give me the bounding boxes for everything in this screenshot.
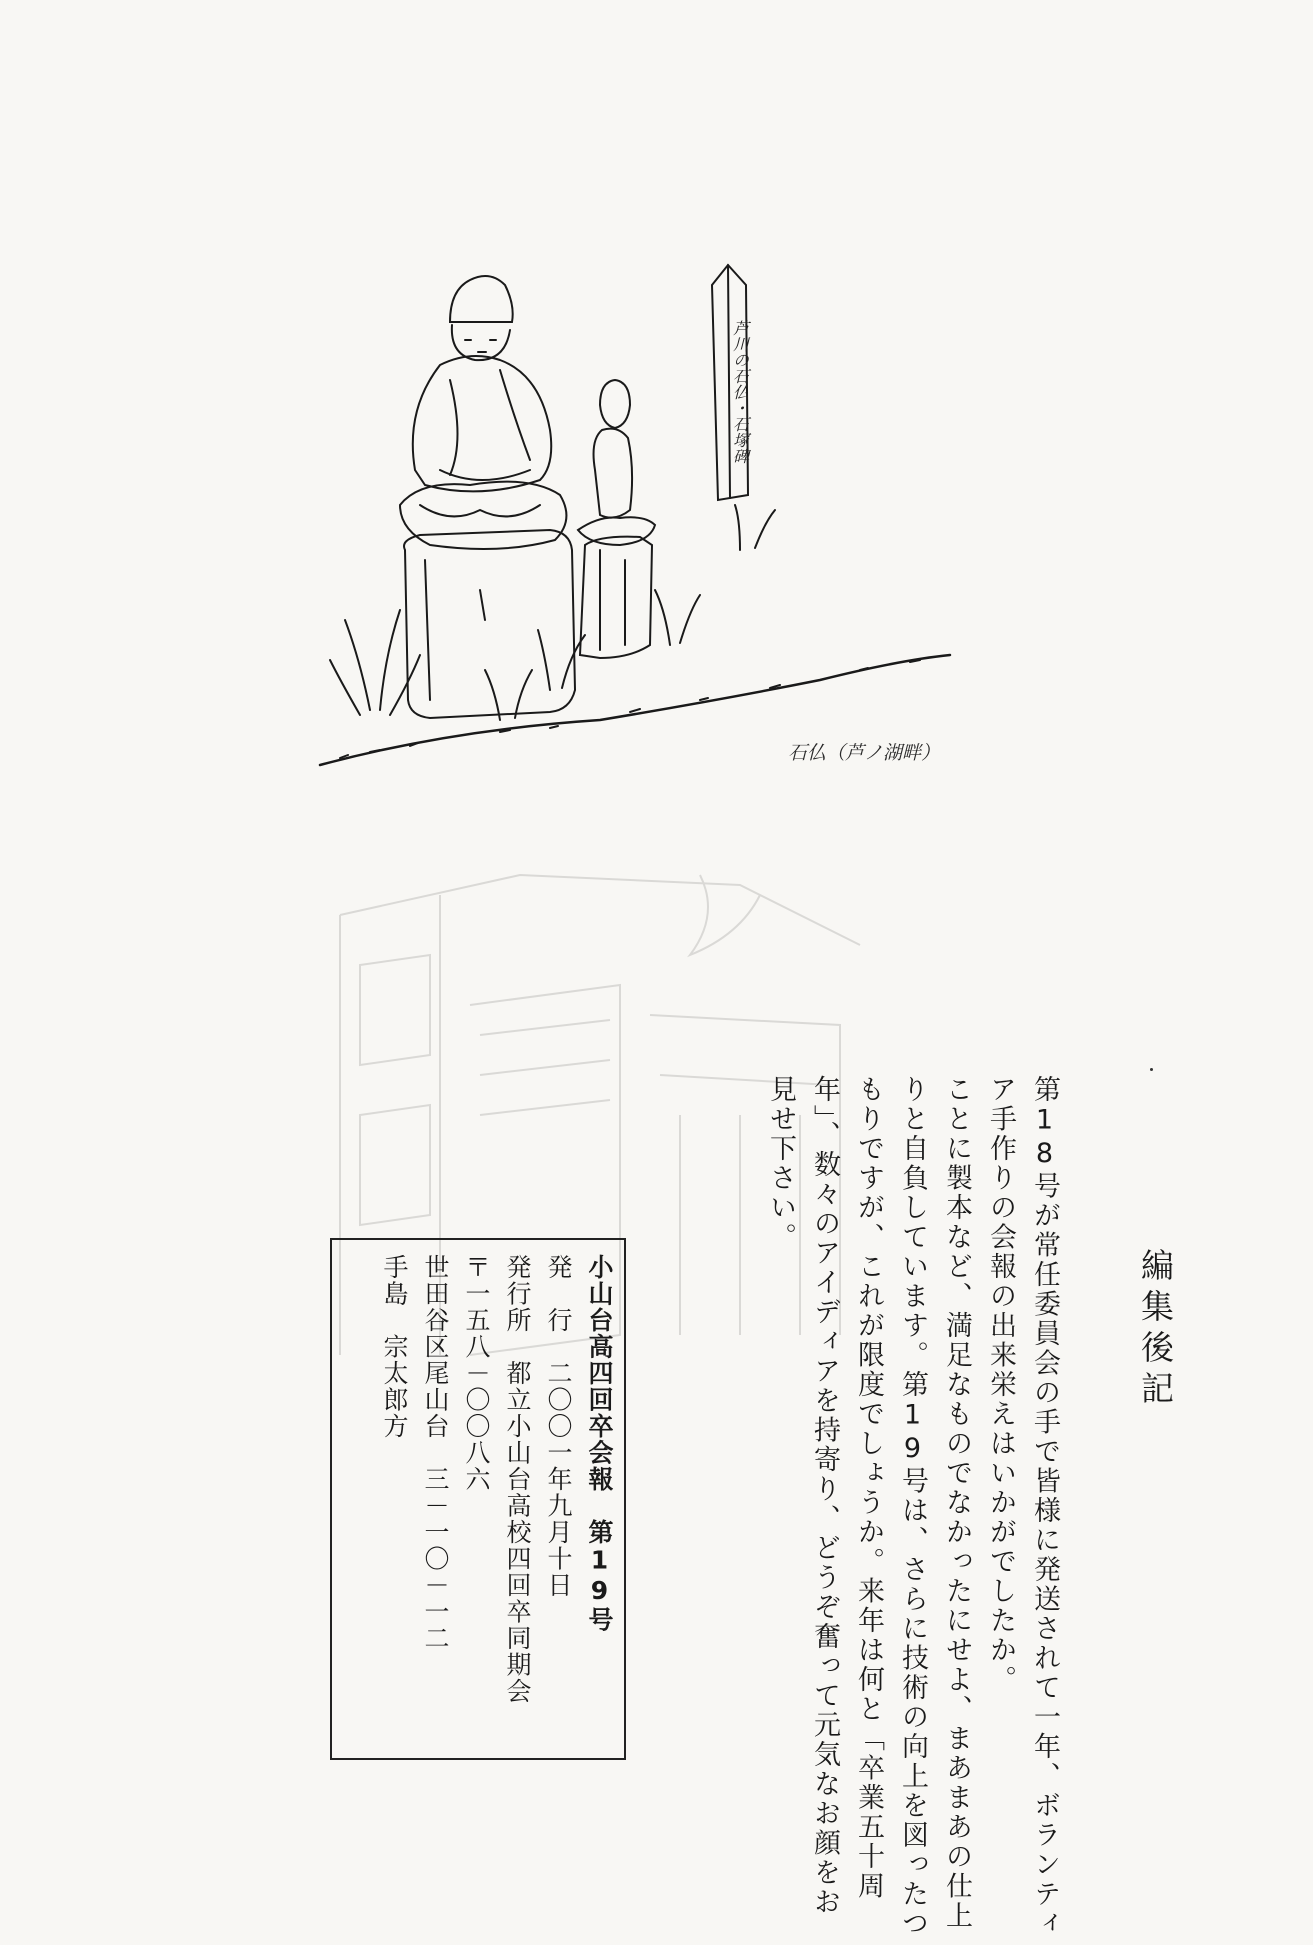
colophon-address: 世田谷区尾山台 三－一〇－一二 [421,1254,450,1652]
svg-text:芦川の石仏・石塚碑: 芦川の石仏・石塚碑 [730,320,750,464]
colophon-postal-code: 〒一五八－〇〇八六 [462,1254,491,1493]
editorial-title: 編集後記 [1136,1248,1175,1412]
colophon [374,1254,620,1754]
decorative-dot [1150,1068,1153,1071]
editorial-body [766,1075,1066,1945]
colophon-box [330,1238,626,1760]
editorial-paragraph: 第18号が常任委員会の手で皆様に発送されて一年、ボランティア手作りの会報の出来栄えはいかがでしたか。 [985,1075,1060,1939]
colophon-publisher: 発行所 都立小山台高校四回卒同期会 [503,1254,532,1705]
illustration-caption: 石仏（芦ノ湖畔） [788,742,941,764]
colophon-publication: 小山台高四回卒会報 第19号 [585,1254,614,1633]
colophon-issue-date: 発 行 二〇〇一年九月十日 [544,1254,573,1599]
colophon-care-of: 手島 宗太郎方 [380,1254,409,1440]
stone-buddha-illustration [300,260,960,780]
editorial-paragraph: ことに製本など、満足なものでなかったにせよ、まあまあの仕上りと自負しています。第19号は、さらに技術の向上を図ったつもりですが、これが限度でしょうか。来年は何と「卒業五十周年」、数々のアイディアを持寄り、どうぞ奮って元気なお顔をお見せ下さい。 [765,1075,972,1939]
